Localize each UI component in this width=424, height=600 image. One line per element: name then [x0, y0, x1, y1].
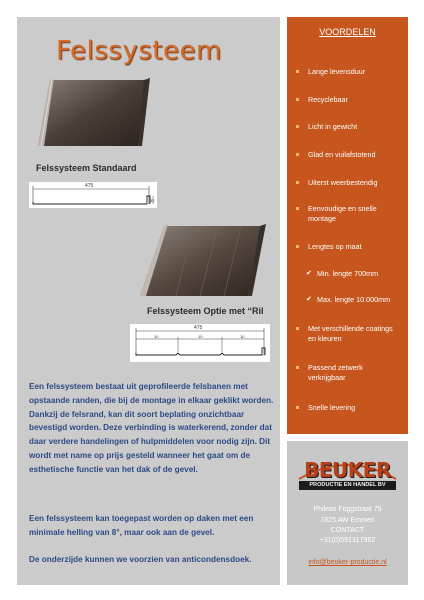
- checkmark-icon: ✔: [306, 296, 312, 303]
- dimension-total-label: 475: [194, 325, 203, 331]
- contact-label: CONTACT: [330, 527, 365, 534]
- dimension-drawing-standard: [29, 182, 157, 208]
- logo-tagline: PRODUCTIE EN HANDEL BV: [309, 482, 386, 488]
- contact-phone: +31(0)591317962: [319, 537, 376, 544]
- dimension-segment-label: 10: [154, 334, 159, 339]
- dimension-segment-label: 10: [198, 334, 203, 339]
- bullet-icon: [296, 366, 299, 369]
- product-caption-standard: Felssysteem Standaard: [36, 163, 137, 173]
- bullet-icon: [296, 406, 299, 409]
- dimension-total-label: 475: [85, 183, 94, 189]
- dimension-height-label: 32: [150, 198, 155, 203]
- company-logo: [295, 449, 400, 493]
- contact-email-link[interactable]: info@beuker-productie.nl: [308, 559, 387, 566]
- application-paragraph: Een felssysteem kan toegepast worden op daken met een minimale helling van 8°, maar ook aan de gevel.: [29, 514, 254, 537]
- standing-seam-panel-image: [36, 76, 156, 152]
- bullet-icon: [296, 153, 299, 156]
- bullet-icon: [296, 327, 299, 330]
- anticondensation-paragraph: De onderzijde kunnen we voorzien van anticondensdoek.: [29, 555, 252, 564]
- dimension-drawing-ribbed: [130, 324, 270, 362]
- bullet-icon: [296, 181, 299, 184]
- bullet-icon: [296, 98, 299, 101]
- bullet-icon: [296, 70, 299, 73]
- page-title: Felssysteem: [56, 36, 222, 66]
- address-street: Phileas Foggstraat 75: [313, 506, 382, 513]
- bullet-icon: [296, 207, 299, 210]
- advantages-heading: VOORDELEN: [319, 27, 376, 37]
- checkmark-icon: ✔: [306, 270, 312, 277]
- dimension-segment-label: 10: [240, 334, 245, 339]
- product-caption-ribbed: Felssysteem Optie met “Ril: [147, 306, 264, 316]
- bullet-icon: [296, 245, 299, 248]
- description-paragraph: Een felssysteem bestaat uit geprofileerde felsbanen met opstaande randen, die bij de montage in elkaar geklikt worden. Dankzij de felsrand, kan dit soort beplating onzichtbaar bevestigd worden. Deze verbinding is waterkerend, zonder dat daar verdere handelingen of hulpmiddelen voor nodig zijn. Dit wordt met name op prijs gesteld wanneer het gaat om de esthetische functie van het dak of de gevel.: [29, 382, 274, 474]
- advantages-panel: VOORDELEN Lange levensduur Recyclebaar Licht in gewicht Glad en vuilafstotend Uiterst weerbestendig Eenvoudige en snelle montage Lengtes op maat ✔ Min. lengte 700mm ✔ Max. lengte 10.000mm Met verschillende coatings en kleuren Passend zetwerk verkrijgbaar Snelle levering: [287, 17, 408, 434]
- bullet-icon: [296, 125, 299, 128]
- ribbed-seam-panel-image: [138, 222, 272, 300]
- address-city: 7825 AW Emmen: [320, 517, 375, 524]
- contact-panel: [287, 441, 408, 585]
- logo-wordmark: BEUKER: [304, 458, 391, 482]
